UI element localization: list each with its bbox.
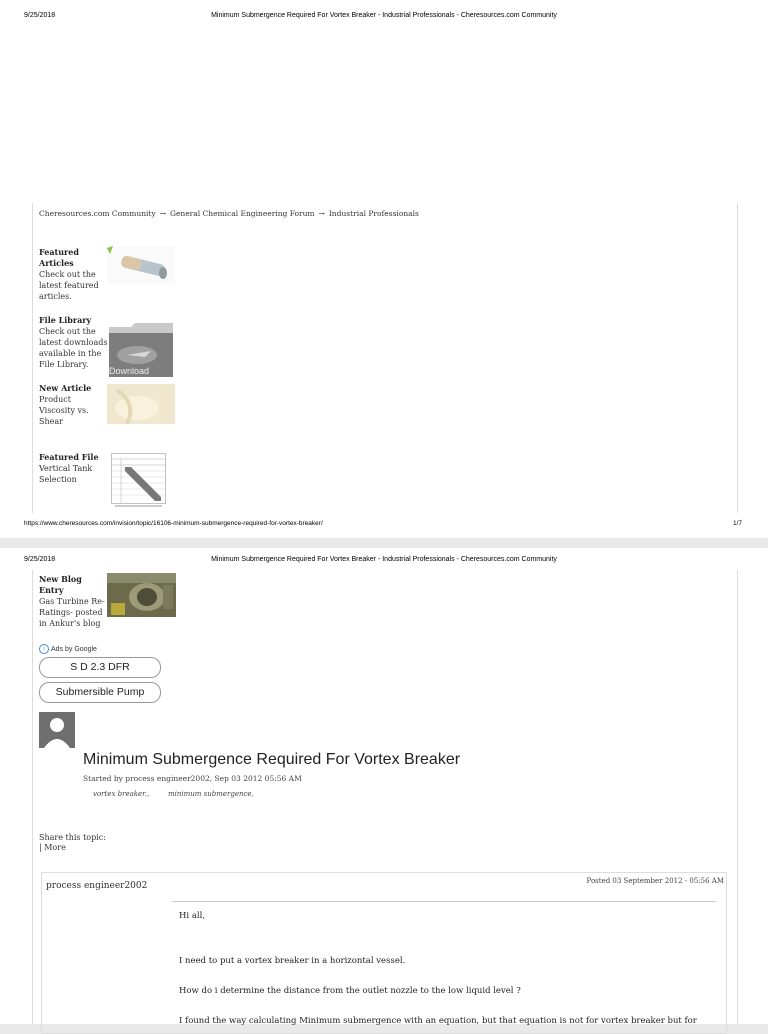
page-header xyxy=(0,556,768,568)
featured-file-heading[interactable]: Featured File xyxy=(39,452,99,462)
featured-articles-block xyxy=(39,247,109,302)
post-divider xyxy=(172,901,716,902)
post-container xyxy=(41,872,727,1034)
new-blog-turbine-thumbnail[interactable] xyxy=(107,573,176,617)
featured-file-table-thumbnail[interactable] xyxy=(111,453,166,509)
post-line: How do i determine the distance from the outlet nozzle to the low liquid level ? xyxy=(179,986,521,996)
breadcrumb-link-industrial[interactable]: Industrial Professionals xyxy=(328,209,419,218)
ad-button-sd-dfr[interactable]: S D 2.3 DFR xyxy=(39,657,161,678)
breadcrumb-separator: → xyxy=(318,209,325,218)
download-label: Download xyxy=(109,366,150,376)
featured-articles-heading[interactable]: Featured Articles xyxy=(39,247,79,268)
file-library-folder-thumbnail[interactable] xyxy=(107,321,175,379)
featured-file-block xyxy=(39,452,109,485)
featured-articles-thumbnail[interactable] xyxy=(107,246,175,284)
file-library-heading[interactable]: File Library xyxy=(39,315,92,325)
new-blog-block xyxy=(39,574,109,629)
footer-page-number: 1/7 xyxy=(732,520,742,527)
info-icon: i xyxy=(39,644,49,654)
featured-articles-text: Check out the latest featured articles. xyxy=(39,270,99,301)
share-topic xyxy=(39,833,106,853)
breadcrumb-separator: → xyxy=(159,209,166,218)
post-line: I found the way calculating Minimum submergence with an equation, but that equation is not for vortex breaker but for xyxy=(179,1016,697,1026)
header-title: Minimum Submergence Required For Vortex Breaker - Industrial Professionals - Cheresources.com Community xyxy=(211,556,557,563)
ads-label-text: Ads by Google xyxy=(51,645,97,653)
post-date: Posted 03 September 2012 - 05:56 AM xyxy=(586,877,724,885)
tag-vortex-breaker[interactable]: vortex breaker., xyxy=(93,790,150,798)
new-blog-text: Gas Turbine Re-Ratings- posted in Ankur's blog xyxy=(39,597,105,628)
file-library-text: Check out the latest downloads available in the File Library. xyxy=(39,327,108,369)
share-topic-label: Share this topic: xyxy=(39,833,106,842)
topic-title: Minimum Submergence Required For Vortex Breaker xyxy=(83,751,461,768)
new-article-thumbnail[interactable] xyxy=(107,384,175,424)
post-line: I need to put a vortex breaker in a horizontal vessel. xyxy=(179,956,406,966)
new-article-heading[interactable]: New Article xyxy=(39,383,92,393)
header-date: 9/25/2018 xyxy=(24,12,56,19)
avatar[interactable] xyxy=(39,712,75,748)
header-title: Minimum Submergence Required For Vortex Breaker - Industrial Professionals - Cheresources.com Community xyxy=(211,12,557,19)
featured-file-text: Vertical Tank Selection xyxy=(39,464,93,484)
post-author[interactable]: process engineer2002 xyxy=(46,881,148,891)
ad-button-submersible-pump[interactable]: Submersible Pump xyxy=(39,682,161,703)
footer-url: https://www.cheresources.com/invision/topic/16106-minimum-submergence-required-for-vortex-breaker/ xyxy=(24,520,323,527)
share-more-link[interactable]: | More xyxy=(39,843,66,852)
ads-by-google-label[interactable] xyxy=(39,644,97,654)
new-blog-heading[interactable]: New Blog Entry xyxy=(39,574,82,595)
new-article-text: Product Viscosity vs. Shear xyxy=(39,395,89,426)
header-date: 9/25/2018 xyxy=(24,556,56,563)
page-header xyxy=(0,12,768,24)
new-article-block xyxy=(39,383,109,427)
breadcrumb-link-community[interactable]: Cheresources.com Community xyxy=(39,209,156,218)
tag-minimum-submergence[interactable]: minimum submergence, xyxy=(168,790,254,798)
post-line: Hi all, xyxy=(179,911,206,921)
breadcrumb-link-forum[interactable]: General Chemical Engineering Forum xyxy=(169,209,315,218)
file-library-block xyxy=(39,315,109,370)
topic-started-by: Started by process engineer2002, Sep 03 2012 05:56 AM xyxy=(83,774,302,783)
breadcrumb xyxy=(39,209,419,218)
